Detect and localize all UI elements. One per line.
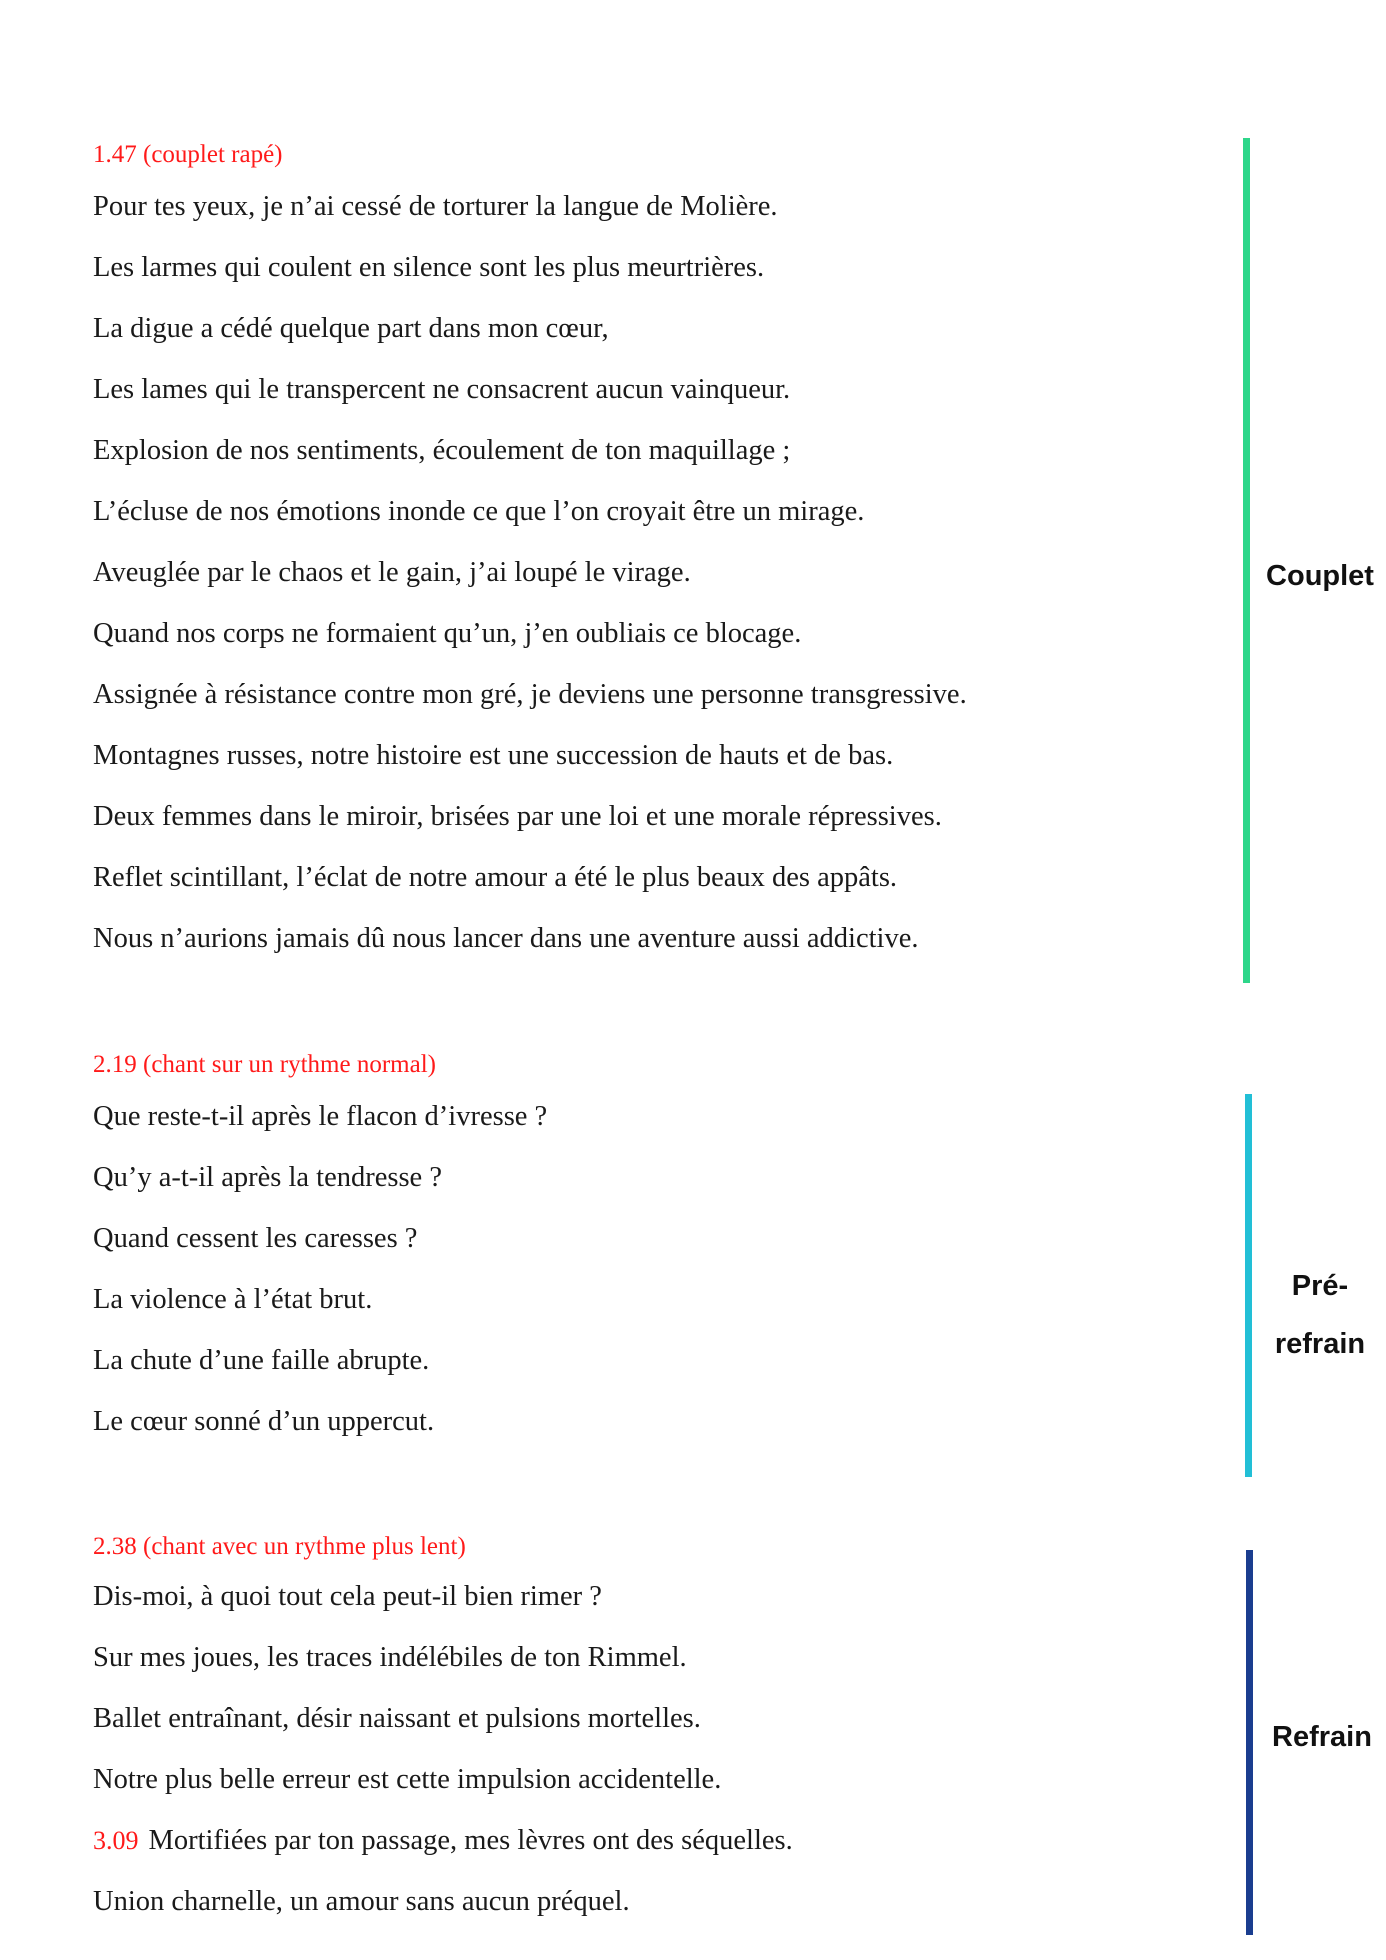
- couplet-label: Couplet: [1266, 560, 1374, 592]
- section-couplet: [93, 140, 1193, 969]
- section-timestamp: 2.38 (chant avec un rythme plus lent): [93, 1533, 466, 1560]
- lyric-line: Que reste-t-il après le flacon d’ivresse ?: [93, 1101, 548, 1132]
- lyric-line: Qu’y a-t-il après la tendresse ?: [93, 1162, 442, 1193]
- lyric-line: Dis-moi, à quoi tout cela peut-il bien rimer ?: [93, 1581, 602, 1612]
- lyric-line: Les lames qui le transpercent ne consacrent aucun vainqueur.: [93, 374, 791, 405]
- lyric-line-with-timestamp: [93, 1810, 1193, 1871]
- lyric-line: La chute d’une faille abrupte.: [93, 1345, 430, 1376]
- pre-refrain-label-line1: Pré-: [1291, 1270, 1349, 1302]
- lyric-line: Notre plus belle erreur est cette impulsion accidentelle.: [93, 1764, 722, 1795]
- lyric-line: Aveuglée par le chaos et le gain, j’ai loupé le virage.: [93, 557, 691, 588]
- lyric-line: Reflet scintillant, l’éclat de notre amour a été le plus beaux des appâts.: [93, 862, 898, 893]
- lyric-line: L’écluse de nos émotions inonde ce que l’on croyait être un mirage.: [93, 496, 865, 527]
- lyric-line: Le cœur sonné d’un uppercut.: [93, 1406, 435, 1437]
- lyric-line: Ballet entraînant, désir naissant et pulsions mortelles.: [93, 1703, 701, 1734]
- lyric-line: Explosion de nos sentiments, écoulement de ton maquillage ;: [93, 435, 791, 466]
- lyric-line: Montagnes russes, notre histoire est une succession de hauts et de bas.: [93, 740, 894, 771]
- lyric-line: Pour tes yeux, je n’ai cessé de torturer la langue de Molière.: [93, 191, 778, 222]
- lyric-line: Assignée à résistance contre mon gré, je deviens une personne transgressive.: [93, 679, 967, 710]
- lyric-line: Union charnelle, un amour sans aucun préquel.: [93, 1886, 630, 1917]
- lyric-text: Mortifiées par ton passage, mes lèvres ont des séquelles.: [148, 1825, 793, 1856]
- lyric-line: La digue a cédé quelque part dans mon cœur,: [93, 313, 609, 344]
- section-timestamp: 1.47 (couplet rapé): [93, 141, 283, 168]
- pre-refrain-label-line2: refrain: [1274, 1328, 1366, 1360]
- lyric-line: La violence à l’état brut.: [93, 1284, 373, 1315]
- section-timestamp: 2.19 (chant sur un rythme normal): [93, 1051, 436, 1078]
- pre-refrain-label: [1250, 1266, 1386, 1364]
- lyric-line: Quand cessent les caresses ?: [93, 1223, 418, 1254]
- section-pre-refrain: [93, 1050, 1193, 1452]
- lyric-line: Deux femmes dans le miroir, brisées par une loi et une morale répressives.: [93, 801, 942, 832]
- lyric-line: Nous n’aurions jamais dû nous lancer dans une aventure aussi addictive.: [93, 923, 919, 954]
- inline-timestamp: 3.09: [93, 1826, 139, 1855]
- lyric-line: Quand nos corps ne formaient qu’un, j’en oubliais ce blocage.: [93, 618, 802, 649]
- lyric-line: Sur mes joues, les traces indélébiles de ton Rimmel.: [93, 1642, 687, 1673]
- couplet-bracket-bar: [1243, 138, 1250, 983]
- section-refrain: [93, 1532, 1193, 1932]
- refrain-label: Refrain: [1272, 1721, 1372, 1753]
- lyric-line: Les larmes qui coulent en silence sont les plus meurtrières.: [93, 252, 765, 283]
